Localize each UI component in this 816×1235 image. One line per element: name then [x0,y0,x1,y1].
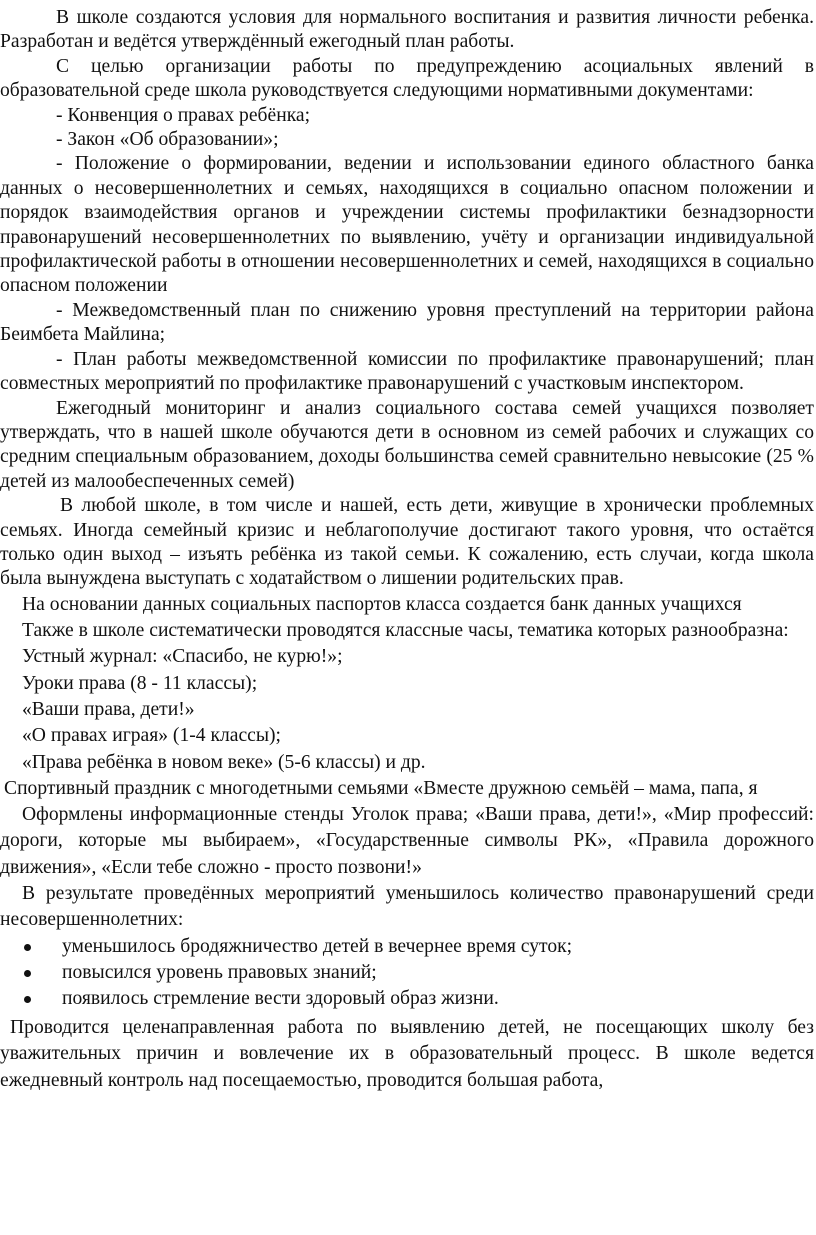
bullet-icon [24,996,31,1003]
result-item [0,986,814,1012]
sports-event-paragraph: Спортивный праздник с многодетными семьями «Вместе дружною семьёй – мама, папа, я [4,777,758,799]
normative-doc-item: - Межведомственный план по снижению уровня преступлений на территории района Беимбета Майлина; [0,299,814,346]
normative-doc-item: - Положение о формировании, ведении и использовании единого областного банка данных о несовершеннолетних и семьях, находящихся в социально опасном положении и порядок взаимодействия органов и учреждении системы профилактики безнадзорности правонарушений несовершеннолетних по выявлению, учёту и организации индивидуальной профилактической работы в отношении несовершеннолетних и семей, находящихся в социально опасном положении [0,153,814,297]
normative-doc-item: - План работы межведомственной комиссии по профилактике правонарушений; план совместных мероприятий по профилактике правонарушений с участковым инспектором. [0,348,814,395]
bullet-icon [24,944,31,951]
info-stands-paragraph: Оформлены информационные стенды Уголок права; «Ваши права, дети!», «Мир профессий: дороги, которые мы выбираем», «Государственные символы РК», «Правила дорожного движения», «Если тебе сложно - просто позвони!» [0,804,814,878]
class-hour-topic: Уроки права (8 - 11 классы); [22,672,258,694]
normative-docs-intro: С целью организации работы по предупреждению асоциальных явлений в образовательной среде школа руководствуется следующими нормативными документами: [0,55,814,102]
results-list [0,934,814,1013]
class-hour-topic: «Ваши права, дети!» [22,698,195,720]
class-hours-paragraph: Также в школе систематически проводятся классные часы, тематика которых разнообразна: [22,620,789,642]
result-text: появилось стремление вести здоровый образ жизни. [62,988,499,1010]
result-text: уменьшилось бродяжничество детей в вечернее время суток; [62,935,573,957]
data-bank-paragraph: На основании данных социальных паспортов класса создается банк данных учащихся [22,593,742,615]
families-paragraph: В любой школе, в том числе и нашей, есть дети, живущие в хронически проблемных семьях. Иногда семейный кризис и неблагополучие достигают такого уровня, что остаётся только один выход – изъять ребёнка из такой семьи. К сожалению, есть случаи, когда школа была вынуждена выступать с ходатайством о лишении родительских прав. [0,495,814,590]
class-hour-topic: Устный журнал: «Спасибо, не курю!»; [22,646,343,668]
normative-doc-item: - Закон «Об образовании»; [56,129,279,151]
class-hour-topic: «О правах играя» (1-4 классы); [22,725,281,747]
class-hour-topic: «Права ребёнка в новом веке» (5-6 классы) и др. [22,751,426,773]
results-intro-paragraph: В результате проведённых мероприятий уменьшилось количество правонарушений среди несовершеннолетних: [0,883,814,931]
monitoring-paragraph: Ежегодный мониторинг и анализ социального состава семей учащихся позволяет утверждать, что в нашей школе обучаются дети в основном из семей рабочих и служащих со средним специальным образованием, доходы большинства семей сравнительно невысокие (25 % детей из малообеспеченных семей) [0,397,814,492]
result-item [0,960,814,986]
result-text: повысился уровень правовых знаний; [62,961,377,983]
attendance-paragraph: Проводится целенаправленная работа по выявлению детей, не посещающих школу без уважительных причин и вовлечение их в образовательный процесс. В школе ведется ежедневный контроль над посещаемостью, проводится большая работа, [0,1016,814,1091]
result-item [0,934,814,960]
bullet-icon [24,970,31,977]
intro-paragraph: В школе создаются условия для нормального воспитания и развития личности ребенка. Разработан и ведётся утверждённый ежегодный план работы. [0,7,814,53]
normative-doc-item: - Конвенция о правах ребёнка; [56,104,311,126]
